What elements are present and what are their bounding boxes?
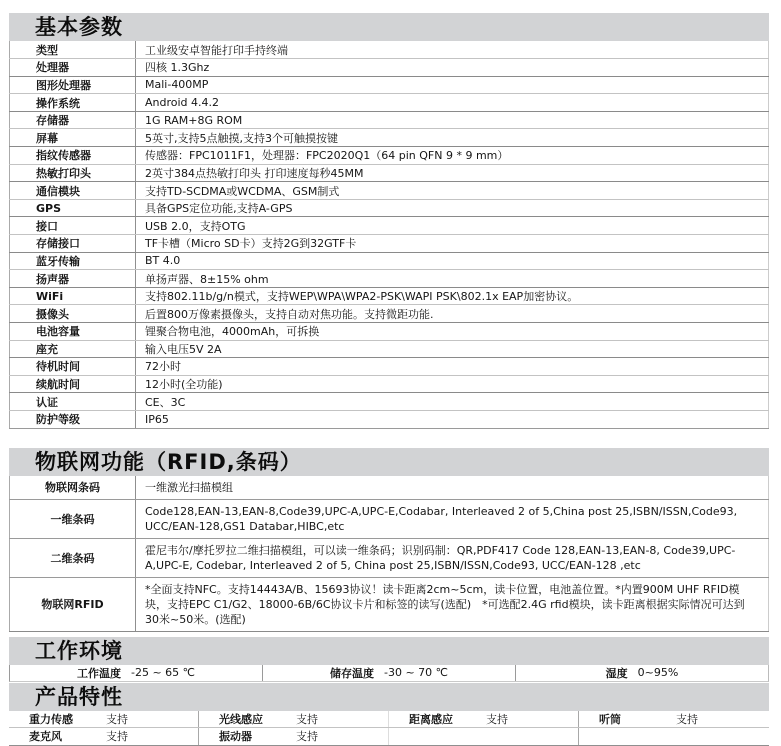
spec-label: 续航时间 [10, 375, 136, 393]
table-row [10, 164, 769, 182]
spec-label: 类型 [10, 41, 136, 59]
spec-value: 后置800万像素摄像头，支持自动对焦功能。支持微距功能. [136, 305, 769, 323]
env-label: 储存温度 [329, 666, 374, 680]
spec-label: 扬声器 [10, 270, 136, 288]
spec-value: 72小时 [136, 358, 769, 376]
section-header-features: 产品特性 [9, 683, 769, 711]
spec-value: 支持802.11b/g/n模式，支持WEP\WPA\WPA2-PSK\WAPI PSK\802.1x EAP加密协议。 [136, 287, 769, 305]
table-row [10, 340, 769, 358]
table-row [10, 252, 769, 270]
spec-value: CE、3C [136, 393, 769, 411]
feature-value: 支持 [106, 712, 128, 726]
feature-cell-proximity-sensor [389, 711, 579, 728]
feature-value: 支持 [106, 730, 128, 744]
section-header-iot: 物联网功能（RFID,条码） [9, 448, 769, 476]
env-value: -25 ~ 65 ℃ [130, 666, 196, 680]
table-row [10, 305, 769, 323]
table-row [10, 577, 769, 631]
spec-value: 单扬声器、8±15% ohm [136, 270, 769, 288]
feature-value: 支持 [296, 730, 318, 744]
feature-value: 支持 [486, 712, 508, 726]
spec-sheet-content [9, 0, 769, 746]
table-row [10, 476, 769, 500]
table-row [10, 76, 769, 94]
spec-label: 防护等级 [10, 410, 136, 428]
table-row [10, 375, 769, 393]
table-row [10, 235, 769, 253]
table-row [10, 199, 769, 217]
spec-value: Android 4.4.2 [136, 94, 769, 112]
spec-value: IP65 [136, 410, 769, 428]
feature-cell-gravity-sensor [9, 711, 199, 728]
feature-cell-microphone [9, 728, 199, 745]
spec-value: 5英寸,支持5点触摸,支持3个可触摸按键 [136, 129, 769, 147]
spec-label: 通信模块 [10, 182, 136, 200]
spec-value: 一维激光扫描模组 [136, 476, 769, 500]
table-row [10, 323, 769, 341]
spec-value: 12小时(全功能) [136, 375, 769, 393]
feature-cell-empty [389, 728, 579, 745]
feature-value: 支持 [676, 712, 698, 726]
spec-label: 座充 [10, 340, 136, 358]
spec-value: 2英寸384点热敏打印头 打印速度每秒45MM [136, 164, 769, 182]
env-cell-storage-temp [263, 665, 516, 681]
feature-label: 重力传感 [29, 712, 73, 726]
env-cell-operating-temp [10, 665, 263, 681]
spec-value: 具备GPS定位功能,支持A-GPS [136, 199, 769, 217]
spec-label: GPS [10, 199, 136, 217]
spec-label: 电池容量 [10, 323, 136, 341]
spec-label: 二维条码 [10, 538, 136, 577]
features-row [9, 711, 769, 729]
spec-value: 工业级安卓智能打印手持终端 [136, 41, 769, 59]
table-row [10, 287, 769, 305]
spec-label: 待机时间 [10, 358, 136, 376]
spec-label: 存储器 [10, 111, 136, 129]
table-row [10, 358, 769, 376]
table-row [10, 94, 769, 112]
table-row [10, 410, 769, 428]
basic-params-table [9, 41, 769, 429]
spec-value: BT 4.0 [136, 252, 769, 270]
spec-value: 霍尼韦尔/摩托罗拉二维扫描模组，可以读一维条码；识别码制：QR,PDF417 Code 128,EAN-13,EAN-8, Code39,UPC-A,UPC-E, Codebar, Interleaved 2 of 5, China post 25,ISBN/ISSN,Code93, UCC/EAN-128 ,etc [136, 538, 769, 577]
env-label: 湿度 [605, 666, 628, 680]
environment-row [9, 665, 769, 682]
spec-value: *全面支持NFC。支持14443A/B、15693协议！读卡距离2cm~5cm，读卡位置，电池盖位置。*内置900M UHF RFID模块，支持EPC C1/G2、18000-6B/6C协议卡片和标签的读写(选配) *可选配2.4G rfid模块，读卡距离根据实际情况可达到30米~50米。(选配) [136, 577, 769, 631]
feature-label: 麦克风 [29, 730, 62, 744]
feature-cell-empty [579, 728, 769, 745]
feature-label: 振动器 [219, 730, 252, 744]
spec-value: USB 2.0，支持OTG [136, 217, 769, 235]
table-row [10, 59, 769, 77]
spec-label: 一维条码 [10, 499, 136, 538]
spec-label: 图形处理器 [10, 76, 136, 94]
spec-label: 热敏打印头 [10, 164, 136, 182]
spec-label: 物联网条码 [10, 476, 136, 500]
section-header-basic: 基本参数 [9, 13, 769, 41]
spec-label: 摄像头 [10, 305, 136, 323]
table-row [10, 270, 769, 288]
spec-value: 支持TD-SCDMA或WCDMA、GSM制式 [136, 182, 769, 200]
spec-value: 传感器：FPC1011F1，处理器：FPC2020Q1（64 pin QFN 9 * 9 mm） [136, 147, 769, 165]
table-row [10, 41, 769, 59]
table-row [10, 182, 769, 200]
feature-cell-vibrator [199, 728, 389, 745]
spec-value: 四核 1.3Ghz [136, 59, 769, 77]
spec-label: 屏幕 [10, 129, 136, 147]
spec-value: 锂聚合物电池，4000mAh，可拆换 [136, 323, 769, 341]
spec-value: 输入电压5V 2A [136, 340, 769, 358]
feature-cell-light-sensor [199, 711, 389, 728]
feature-value: 支持 [296, 712, 318, 726]
spec-label: 操作系统 [10, 94, 136, 112]
iot-params-table [9, 476, 769, 632]
table-row [10, 217, 769, 235]
spec-label: WiFi [10, 287, 136, 305]
section-header-environment: 工作环境 [9, 637, 769, 665]
spec-label: 接口 [10, 217, 136, 235]
spec-value: TF卡槽（Micro SD卡）支持2G到32GTF卡 [136, 235, 769, 253]
features-row [9, 728, 769, 746]
feature-cell-earpiece [579, 711, 769, 728]
feature-label: 听筒 [599, 712, 621, 726]
env-value: 0~95% [637, 666, 679, 680]
spec-label: 蓝牙传输 [10, 252, 136, 270]
table-row [10, 147, 769, 165]
spec-value: 1G RAM+8G ROM [136, 111, 769, 129]
table-row [10, 538, 769, 577]
spec-value: Code128,EAN-13,EAN-8,Code39,UPC-A,UPC-E,Codabar, Interleaved 2 of 5,China post 25,ISBN/ISSN,Code93, UCC/EAN-128,GS1 Databar,HIBC,etc [136, 499, 769, 538]
spec-label: 认证 [10, 393, 136, 411]
spec-label: 指纹传感器 [10, 147, 136, 165]
table-row [10, 111, 769, 129]
env-cell-humidity [516, 665, 768, 681]
spec-label: 物联网RFID [10, 577, 136, 631]
spec-label: 处理器 [10, 59, 136, 77]
spec-value: Mali-400MP [136, 76, 769, 94]
spec-label: 存储接口 [10, 235, 136, 253]
table-row [10, 393, 769, 411]
table-row [10, 499, 769, 538]
feature-label: 距离感应 [409, 712, 453, 726]
env-label: 工作温度 [76, 666, 121, 680]
env-value: -30 ~ 70 ℃ [383, 666, 449, 680]
feature-label: 光线感应 [219, 712, 263, 726]
table-row [10, 129, 769, 147]
